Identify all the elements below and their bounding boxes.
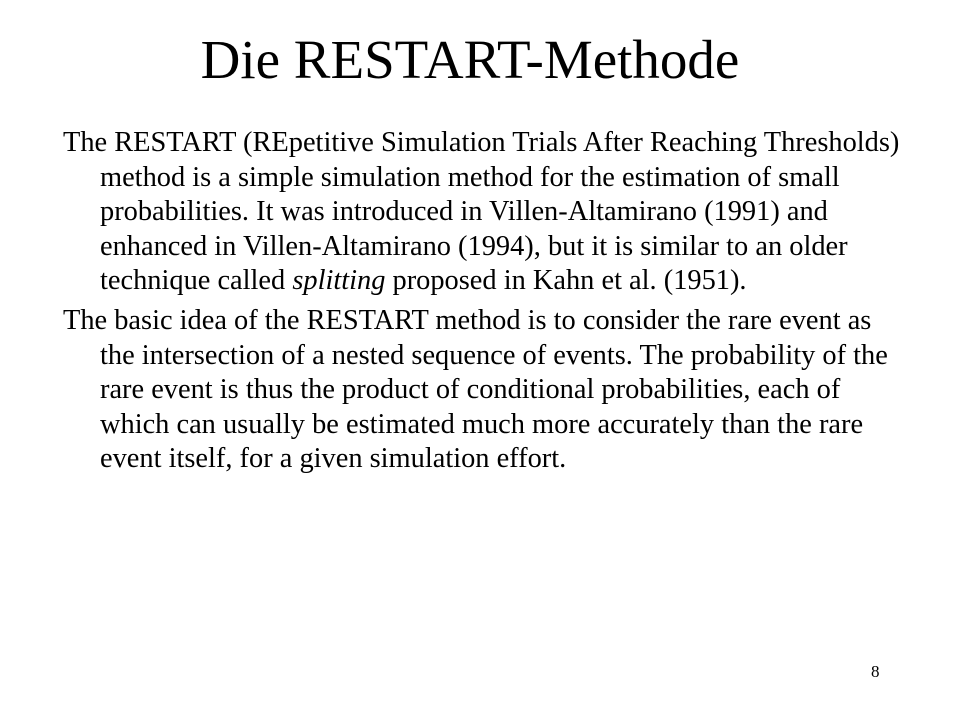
paragraph-restart-definition — [63, 126, 903, 299]
slide-title: Die RESTART-Methode — [200, 29, 740, 90]
paragraph-1-text: The RESTART (REpetitive Simulation Trials After Reaching Thresholds) method is a simple simulation method for the estimation of small probabilities. It was introduced in Villen-Altamirano (1991) and enhanced in Villen-Altamirano (1994), but it is similar to an older technique called — [63, 127, 900, 297]
paragraph-1-text-end: proposed in Kahn et al. (1951). — [385, 265, 747, 297]
slide-body — [63, 126, 903, 482]
page-number: 8 — [871, 662, 880, 681]
paragraph-basic-idea: The basic idea of the RESTART method is to consider the rare event as the intersection of a nested sequence of events. The probability of the rare event is thus the product of conditional probabilities, each of which can usually be estimated much more accurately than the rare event itself, for a given simulation effort. — [63, 304, 888, 475]
paragraph-1-italic-term: splitting — [292, 265, 386, 297]
